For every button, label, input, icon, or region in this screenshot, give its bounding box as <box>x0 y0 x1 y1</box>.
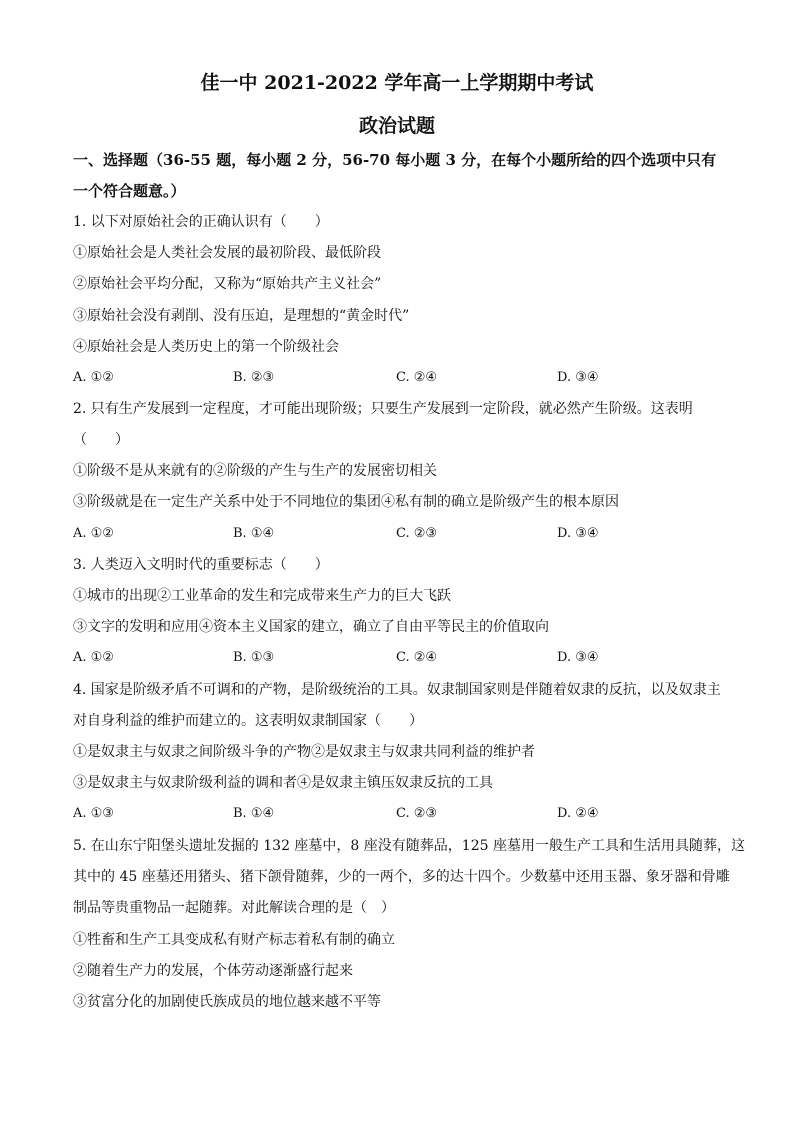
question-4-stem: 4. 国家是阶级矛盾不可调和的产物，是阶级统治的工具。奴隶制国家则是伴随着奴隶的反抗，以及奴隶主 <box>73 682 721 698</box>
question-3-option-b: B. ①③ <box>233 650 275 665</box>
exam-subtitle: 政治试题 <box>358 115 435 137</box>
question-1-statement: ③原始社会没有剥削、没有压迫，是理想的“黄金时代” <box>73 308 410 324</box>
question-1-option-d: D. ③④ <box>557 370 599 385</box>
question-4-option-a: A. ①③ <box>73 806 114 821</box>
question-5-statement: ②随着生产力的发展，个体劳动逐渐盛行起来 <box>73 963 353 979</box>
question-5-stem: 5. 在山东宁阳堡头遗址发掘的 132 座墓中，8 座没有随葬品，125 座墓用一般生产工具和生活用具随葬，这 <box>73 838 745 854</box>
question-4-option-b: B. ①④ <box>233 806 275 821</box>
question-2-stem-cont: （ ） <box>73 432 129 448</box>
question-1-statement: ②原始社会平均分配，又称为“原始共产主义社会” <box>73 276 382 292</box>
question-1-stem: 1. 以下对原始社会的正确认识有（ ） <box>73 214 329 230</box>
question-4-statement: ③是奴隶主与奴隶阶级利益的调和者④是奴隶主镇压奴隶反抗的工具 <box>73 775 493 791</box>
question-3-option-c: C. ②④ <box>396 650 438 665</box>
question-5-stem-cont: 其中的 45 座墓还用猪头、猪下颌骨随葬，少的一两个，多的达十四个。少数墓中还用玉器、象牙器和骨雕 <box>73 869 730 885</box>
question-4-option-d: D. ②④ <box>557 806 599 821</box>
section-heading-cont: 一个符合题意。） <box>73 182 186 200</box>
question-1-option-a: A. ①② <box>73 370 114 385</box>
question-3-statement: ①城市的出现②工业革命的发生和完成带来生产力的巨大飞跃 <box>73 588 451 604</box>
question-2-stem: 2. 只有生产发展到一定程度，才可能出现阶级；只要生产发展到一定阶段，就必然产生阶级。这表明 <box>73 401 693 417</box>
question-4-option-c: C. ②③ <box>396 806 438 821</box>
question-3-statement: ③文字的发明和应用④资本主义国家的建立，确立了自由平等民主的价值取向 <box>73 619 549 635</box>
exam-title: 佳一中 2021-2022 学年高一上学期期中考试 <box>200 72 594 94</box>
question-5-stem-cont: 制品等贵重物品一起随葬。对此解读合理的是（ ） <box>73 900 395 916</box>
question-2-statement: ①阶级不是从来就有的②阶级的产生与生产的发展密切相关 <box>73 463 437 479</box>
question-1-statement: ④原始社会是人类历史上的第一个阶级社会 <box>73 339 339 355</box>
question-3-stem: 3. 人类迈入文明时代的重要标志（ ） <box>73 557 329 573</box>
section-heading: 一、选择题（36-55 题，每小题 2 分，56-70 每小题 3 分，在每个小题所给的四个选项中只有 <box>73 151 717 169</box>
question-2-option-d: D. ③④ <box>557 526 599 541</box>
question-1-option-b: B. ②③ <box>233 370 275 385</box>
question-1-statement: ①原始社会是人类社会发展的最初阶段、最低阶段 <box>73 245 381 261</box>
question-3-option-d: D. ③④ <box>557 650 599 665</box>
question-5-statement: ①牲畜和生产工具变成私有财产标志着私有制的确立 <box>73 932 395 948</box>
question-5-statement: ③贫富分化的加剧使氏族成员的地位越来越不平等 <box>73 994 381 1010</box>
question-1-option-c: C. ②④ <box>396 370 438 385</box>
question-2-option-b: B. ①④ <box>233 526 275 541</box>
question-2-statement: ③阶级就是在一定生产关系中处于不同地位的集团④私有制的确立是阶级产生的根本原因 <box>73 494 619 510</box>
question-4-stem-cont: 对自身利益的维护而建立的。这表明奴隶制国家（ ） <box>73 713 423 729</box>
question-2-option-c: C. ②③ <box>396 526 438 541</box>
question-2-option-a: A. ①② <box>73 526 114 541</box>
question-4-statement: ①是奴隶主与奴隶之间阶级斗争的产物②是奴隶主与奴隶共同利益的维护者 <box>73 744 535 760</box>
question-3-option-a: A. ①② <box>73 650 114 665</box>
